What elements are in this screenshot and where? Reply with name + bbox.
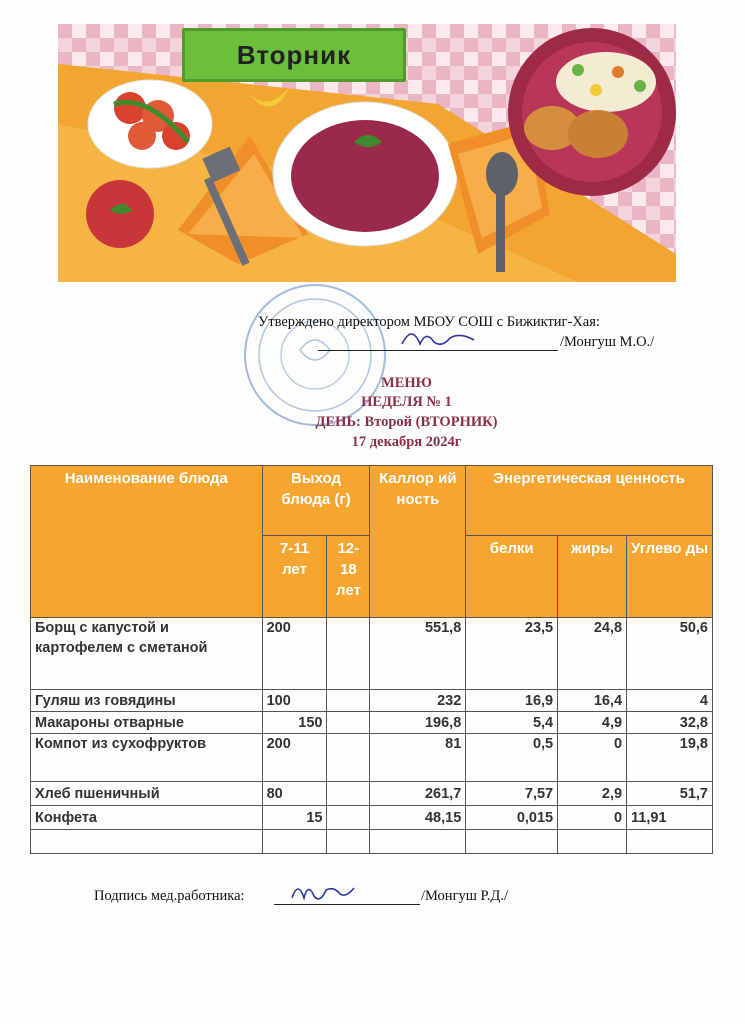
dish-name: Компот из сухофруктов [31, 734, 263, 782]
header-fat: жиры [558, 536, 627, 618]
header-yield: Выход блюда (г) [262, 466, 370, 536]
header-age-12-18: 12-18 лет [327, 536, 370, 618]
yield-7-11: 100 [262, 690, 327, 712]
calories-value [370, 830, 466, 854]
table-row [31, 806, 713, 830]
medical-signature-line [274, 886, 420, 905]
dish-name: Борщ с капустой и картофелем с сметаной [31, 618, 263, 690]
header-age-7-11: 7-11 лет [262, 536, 327, 618]
approval-text: Утверждено директором МБОУ СОШ с Бижиктиг-Хая: [258, 314, 600, 330]
calories-value: 81 [370, 734, 466, 782]
yield-12-18 [327, 618, 370, 690]
menu-banner [58, 24, 676, 282]
calories-value: 551,8 [370, 618, 466, 690]
fat-value: 16,4 [558, 690, 627, 712]
dish-name [31, 830, 263, 854]
protein-value: 7,57 [466, 782, 558, 806]
header-protein: белки [466, 536, 558, 618]
medical-signature [288, 878, 358, 904]
header-calories: Каллор ий ность [370, 466, 466, 618]
carbs-value: 19,8 [627, 734, 713, 782]
yield-7-11 [262, 830, 327, 854]
carbs-value: 32,8 [627, 712, 713, 734]
yield-12-18 [327, 712, 370, 734]
carbs-value: 51,7 [627, 782, 713, 806]
yield-12-18 [327, 782, 370, 806]
table-row-empty [31, 830, 713, 854]
header-dish-name: Наименование блюда [31, 466, 263, 618]
protein-value: 5,4 [466, 712, 558, 734]
menu-table [30, 465, 713, 854]
protein-value [466, 830, 558, 854]
table-row [31, 690, 713, 712]
yield-7-11: 200 [262, 734, 327, 782]
fat-value: 2,9 [558, 782, 627, 806]
yield-12-18 [327, 690, 370, 712]
table-row [31, 782, 713, 806]
week-heading: НЕДЕЛЯ № 1 [361, 394, 452, 410]
medical-worker-name: /Монгуш Р.Д./ [421, 888, 508, 904]
fat-value: 4,9 [558, 712, 627, 734]
protein-value: 16,9 [466, 690, 558, 712]
carbs-value: 50,6 [627, 618, 713, 690]
medical-signature-label: Подпись мед.работника: [94, 888, 245, 904]
yield-7-11: 150 [262, 712, 327, 734]
header-carbs: Углево ды [627, 536, 713, 618]
director-name: /Монгуш М.О./ [560, 334, 655, 350]
carbs-value: 4 [627, 690, 713, 712]
protein-value: 0,5 [466, 734, 558, 782]
dish-name: Гуляш из говядины [31, 690, 263, 712]
calories-value: 232 [370, 690, 466, 712]
dish-name: Конфета [31, 806, 263, 830]
dish-name: Макароны отварные [31, 712, 263, 734]
yield-12-18 [327, 806, 370, 830]
day-title-badge: Вторник [182, 28, 406, 82]
calories-value: 196,8 [370, 712, 466, 734]
yield-12-18 [327, 830, 370, 854]
yield-7-11: 200 [262, 618, 327, 690]
dish-name: Хлеб пшеничный [31, 782, 263, 806]
table-row [31, 618, 713, 690]
fat-value [558, 830, 627, 854]
director-signature [398, 326, 478, 352]
carbs-value [627, 830, 713, 854]
table-row [31, 734, 713, 782]
table-row [31, 712, 713, 734]
date-heading: 17 декабря 2024г [351, 434, 462, 450]
protein-value: 0,015 [466, 806, 558, 830]
fat-value: 0 [558, 806, 627, 830]
carbs-value: 11,91 [627, 806, 713, 830]
menu-heading: МЕНЮ [381, 375, 432, 391]
fat-value: 24,8 [558, 618, 627, 690]
day-heading: ДЕНЬ: Второй (ВТОРНИК) [315, 414, 498, 430]
header-energy-value: Энергетическая ценность [466, 466, 713, 536]
yield-7-11: 80 [262, 782, 327, 806]
yield-12-18 [327, 734, 370, 782]
calories-value: 48,15 [370, 806, 466, 830]
calories-value: 261,7 [370, 782, 466, 806]
director-signature-line [318, 332, 558, 351]
protein-value: 23,5 [466, 618, 558, 690]
fat-value: 0 [558, 734, 627, 782]
yield-7-11: 15 [262, 806, 327, 830]
